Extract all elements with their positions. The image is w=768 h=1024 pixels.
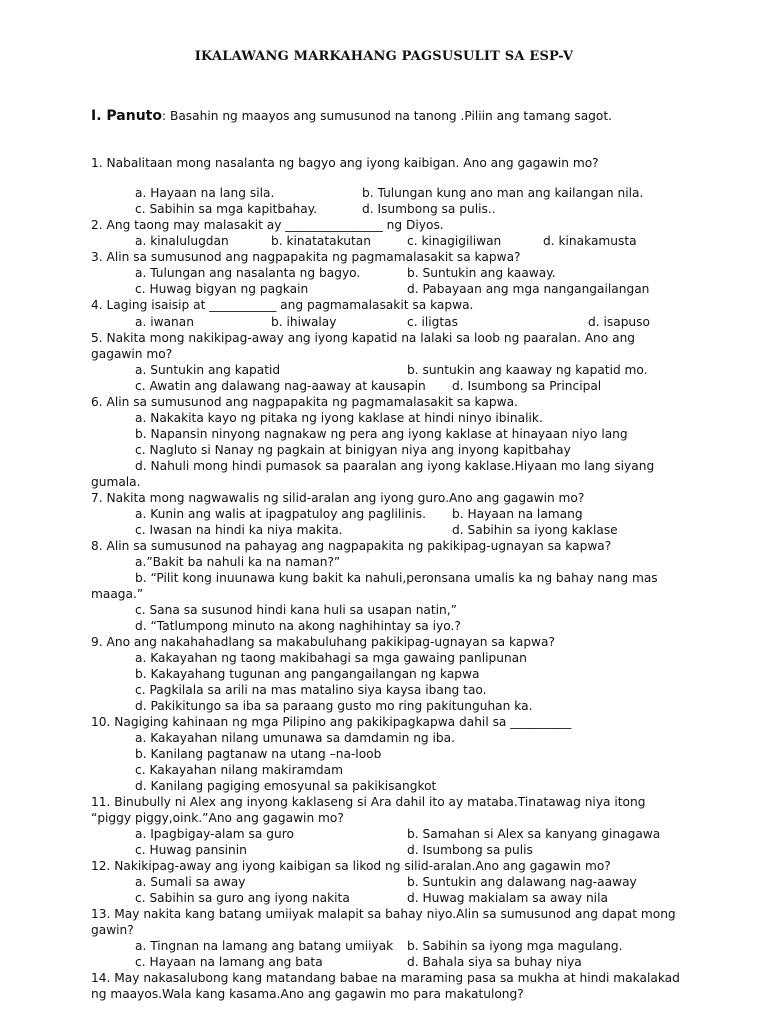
q11-option-a: a. Ipagbigay-alam sa guro bbox=[135, 827, 294, 841]
question-10: 10. Nagiging kahinaan ng mga Pilipino ang pakikipagkapwa dahil sa __________ bbox=[91, 715, 572, 729]
q5-option-d: d. Isumbong sa Principal bbox=[452, 379, 602, 393]
instructions-text: : Basahin ng maayos ang sumusunod na tanong .Piliin ang tamang sagot. bbox=[161, 109, 613, 123]
q4-option-c: c. iligtas bbox=[407, 315, 458, 329]
q12-option-a: a. Sumali sa away bbox=[135, 875, 246, 889]
q1-option-c: c. Sabihin sa mga kapitbahay. bbox=[135, 202, 318, 216]
q1-option-d: d. Isumbong sa pulis.. bbox=[362, 202, 496, 216]
q9-option-b: b. Kakayahang tugunan ang pangangailangan ng kapwa bbox=[135, 667, 480, 681]
q11-option-d: d. Isumbong sa pulis bbox=[407, 843, 533, 857]
q7-option-d: d. Sabihin sa iyong kaklase bbox=[452, 523, 618, 537]
question-13-continued: gawin? bbox=[91, 923, 134, 937]
question-13: 13. May nakita kang batang umiiyak malapit sa bahay niyo.Alin sa sumusunod ang dapat mong bbox=[91, 907, 676, 921]
q13-option-b: b. Sabihin sa iyong mga magulang. bbox=[407, 939, 623, 953]
q6-option-d: d. Nahuli mong hindi pumasok sa paaralan ang iyong kaklase.Hiyaan mo lang siyang bbox=[135, 459, 655, 473]
q6-option-c: c. Nagluto si Nanay ng pagkain at binigyan niya ang inyong kapitbahay bbox=[135, 443, 571, 457]
question-9: 9. Ano ang nakahahadlang sa makabuluhang pakikipag-ugnayan sa kapwa? bbox=[91, 635, 555, 649]
q2-option-c: c. kinagigiliwan bbox=[407, 234, 502, 248]
q8-option-b: b. “Pilit kong inuunawa kung bakit ka nahuli,peronsana umalis ka ng bahay nang mas bbox=[135, 571, 658, 585]
q1-option-a: a. Hayaan na lang sila. bbox=[135, 186, 275, 200]
question-2: 2. Ang taong may malasakit ay ________________ ng Diyos. bbox=[91, 218, 444, 232]
page-title: IKALAWANG MARKAHANG PAGSUSULIT SA ESP-V bbox=[194, 49, 574, 64]
instructions-label: I. Panuto bbox=[91, 108, 162, 124]
q8-option-d: d. “Tatlumpong minuto na akong naghihintay sa iyo.? bbox=[135, 619, 461, 633]
q12-option-d: d. Huwag makialam sa away nila bbox=[407, 891, 608, 905]
q9-option-a: a. Kakayahan ng taong makibahagi sa mga gawaing panlipunan bbox=[135, 651, 527, 665]
question-11: 11. Binubully ni Alex ang inyong kaklaseng si Ara dahil ito ay mataba.Tinatawag niya itong bbox=[91, 795, 646, 809]
q13-option-c: c. Hayaan na lamang ang bata bbox=[135, 955, 323, 969]
q10-option-a: a. Kakayahan nilang umunawa sa damdamin ng iba. bbox=[135, 731, 455, 745]
q6-option-b: b. Napansin ninyong nagnakaw ng pera ang iyong kaklase at hinayaan niyo lang bbox=[135, 427, 628, 441]
instructions bbox=[91, 108, 612, 124]
q10-option-b: b. Kanilang pagtanaw na utang –na-loob bbox=[135, 747, 382, 761]
q12-option-c: c. Sabihin sa guro ang iyong nakita bbox=[135, 891, 350, 905]
q2-option-a: a. kinalulugdan bbox=[135, 234, 229, 248]
q7-option-b: b. Hayaan na lamang bbox=[452, 507, 583, 521]
question-8: 8. Alin sa sumusunod na pahayag ang nagpapakita ng pakikipag-ugnayan sa kapwa? bbox=[91, 539, 612, 553]
q6-option-a: a. Nakakita kayo ng pitaka ng iyong kaklase at hindi ninyo ibinalik. bbox=[135, 411, 543, 425]
question-4: 4. Laging isaisip at ___________ ang pagmamalasakit sa kapwa. bbox=[91, 298, 474, 312]
q2-option-b: b. kinatatakutan bbox=[271, 234, 371, 248]
question-1: 1. Nabalitaan mong nasalanta ng bagyo ang iyong kaibigan. Ano ang gagawin mo? bbox=[91, 156, 599, 170]
q9-option-d: d. Pakikitungo sa iba sa paraang gusto mo ring pakitunguhan ka. bbox=[135, 699, 533, 713]
q8-option-a: a.”Bakit ba nahuli ka na naman?” bbox=[135, 555, 341, 569]
question-11-continued: “piggy piggy,oink.”Ano ang gagawin mo? bbox=[91, 811, 344, 825]
q8-option-b-continued: maaga.” bbox=[91, 587, 144, 601]
q10-option-c: c. Kakayahan nilang makiramdam bbox=[135, 763, 343, 777]
q3-option-c: c. Huwag bigyan ng pagkain bbox=[135, 282, 309, 296]
q9-option-c: c. Pagkilala sa arili na mas matalino siya kaysa ibang tao. bbox=[135, 683, 487, 697]
q7-option-c: c. Iwasan na hindi ka niya makita. bbox=[135, 523, 343, 537]
question-14-continued: ng maayos.Wala kang kasama.Ano ang gagawin mo para makatulong? bbox=[91, 987, 524, 1001]
question-6: 6. Alin sa sumusunod ang nagpapakita ng pagmamalasakit sa kapwa. bbox=[91, 395, 518, 409]
q4-option-b: b. ihiwalay bbox=[271, 315, 337, 329]
q5-option-c: c. Awatin ang dalawang nag-aaway at kausapin bbox=[135, 379, 426, 393]
q10-option-d: d. Kanilang pagiging emosyunal sa pakikisangkot bbox=[135, 779, 437, 793]
question-5: 5. Nakita mong nakikipag-away ang iyong kapatid na lalaki sa loob ng paaralan. Ano ang gagawin mo? bbox=[91, 331, 636, 361]
question-14: 14. May nakasalubong kang matandang babae na maraming pasa sa mukha at hindi makalakad bbox=[91, 971, 680, 985]
q12-option-b: b. Suntukin ang dalawang nag-aaway bbox=[407, 875, 637, 889]
q8-option-c: c. Sana sa susunod hindi kana huli sa usapan natin,” bbox=[135, 603, 457, 617]
question-7: 7. Nakita mong nagwawalis ng silid-aralan ang iyong guro.Ano ang gagawin mo? bbox=[91, 491, 585, 505]
q6-option-d-continued: gumala. bbox=[91, 475, 141, 489]
q4-option-a: a. iwanan bbox=[135, 315, 194, 329]
q13-option-a: a. Tingnan na lamang ang batang umiiyak bbox=[135, 939, 394, 953]
q13-option-d: d. Bahala siya sa buhay niya bbox=[407, 955, 582, 969]
q5-option-b: b. suntukin ang kaaway ng kapatid mo. bbox=[407, 363, 648, 377]
q3-option-d: d. Pabayaan ang mga nangangailangan bbox=[407, 282, 650, 296]
question-3: 3. Alin sa sumusunod ang nagpapakita ng pagmamalasakit sa kapwa? bbox=[91, 250, 521, 264]
q3-option-b: b. Suntukin ang kaaway. bbox=[407, 266, 556, 280]
q2-option-d: d. kinakamusta bbox=[543, 234, 637, 248]
q4-option-d: d. isapuso bbox=[588, 315, 650, 329]
q7-option-a: a. Kunin ang walis at ipagpatuloy ang paglilinis. bbox=[135, 507, 426, 521]
q3-option-a: a. Tulungan ang nasalanta ng bagyo. bbox=[135, 266, 361, 280]
q5-option-a: a. Suntukin ang kapatid bbox=[135, 363, 281, 377]
question-12: 12. Nakikipag-away ang iyong kaibigan sa likod ng silid-aralan.Ano ang gagawin mo? bbox=[91, 859, 611, 873]
q11-option-b: b. Samahan si Alex sa kanyang ginagawa bbox=[407, 827, 661, 841]
q1-option-b: b. Tulungan kung ano man ang kailangan nila. bbox=[362, 186, 644, 200]
q11-option-c: c. Huwag pansinin bbox=[135, 843, 247, 857]
